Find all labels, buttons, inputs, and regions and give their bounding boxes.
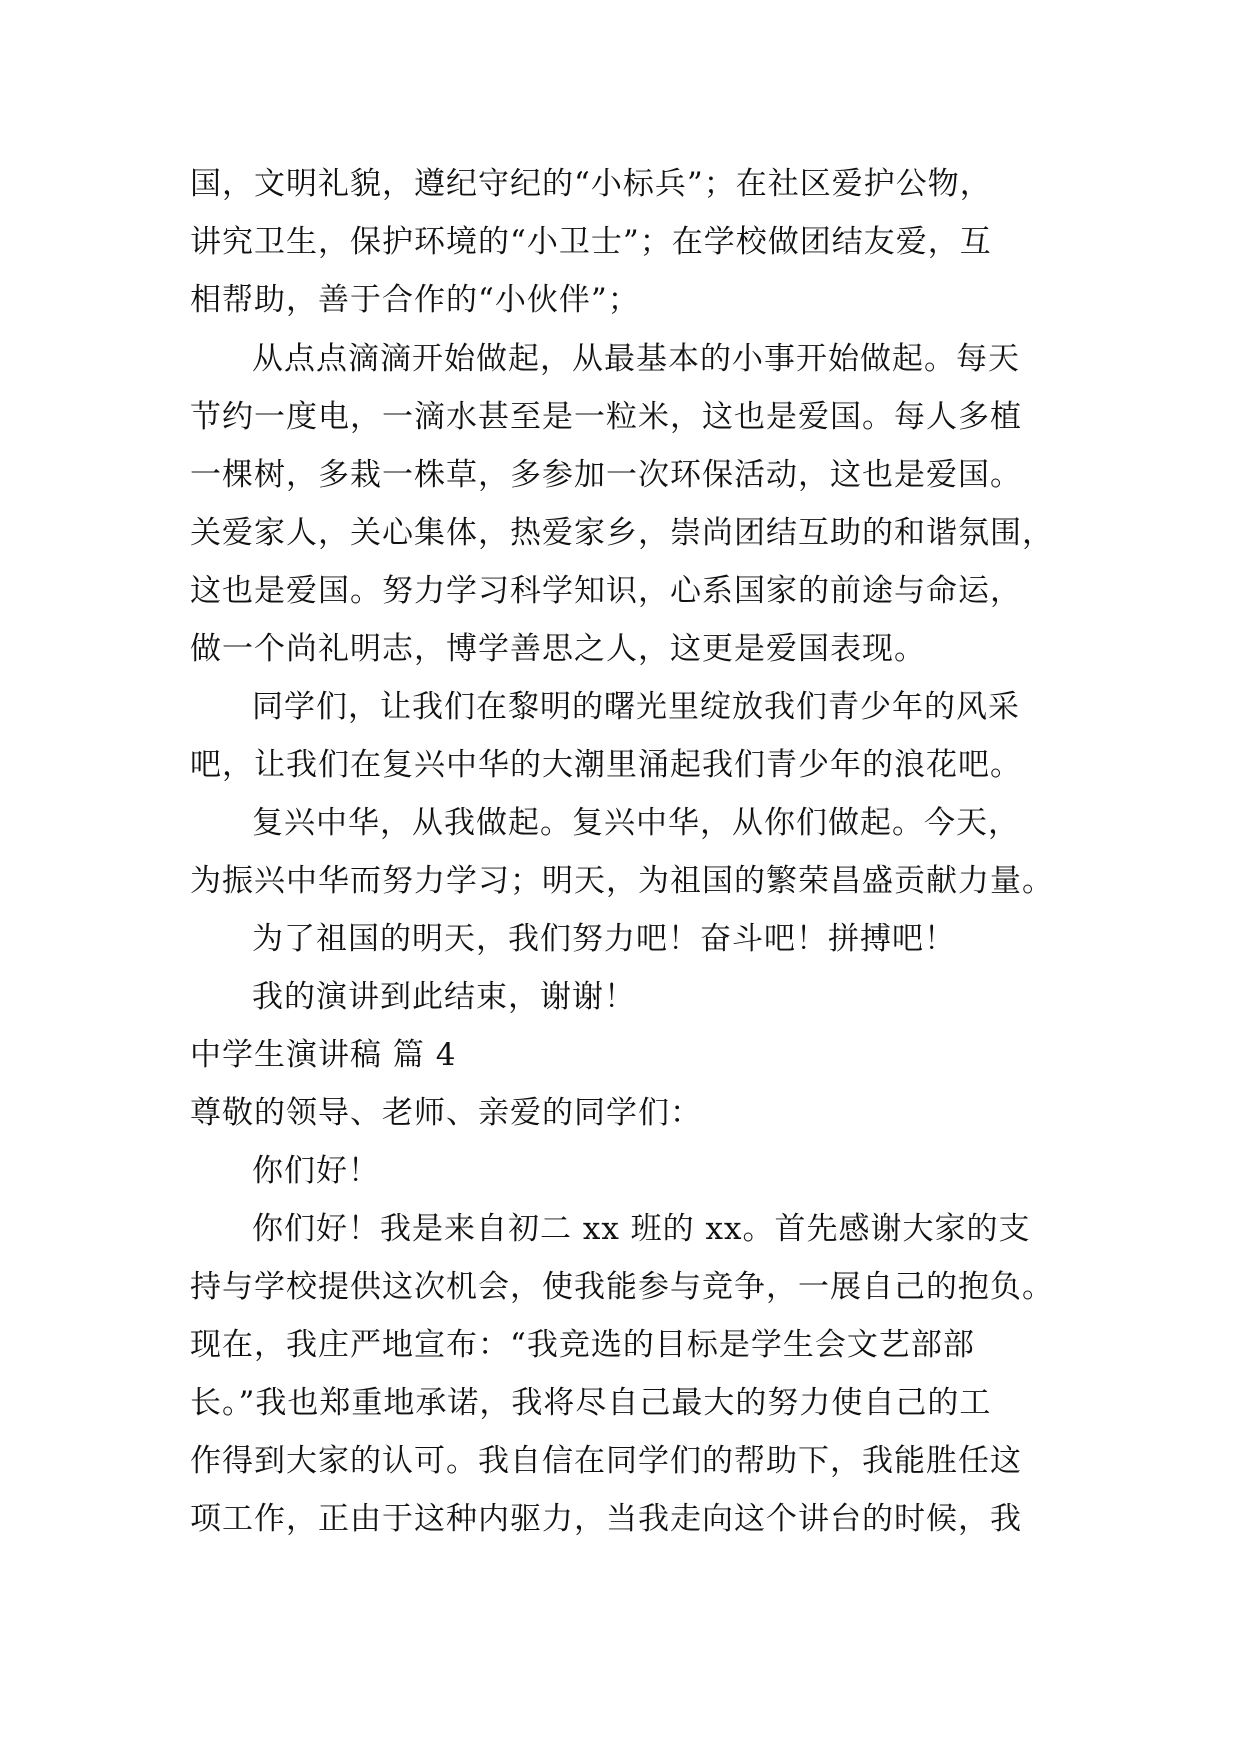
paragraph-line: 讲究卫生，保护环境的“小卫士”；在学校做团结友爱，互: [190, 224, 992, 260]
paragraph-line: 持与学校提供这次机会，使我能参与竞争，一展自己的抱负。: [190, 1269, 1054, 1305]
paragraph-line: 同学们，让我们在黎明的曙光里绽放我们青少年的风采: [252, 689, 1020, 725]
paragraph-line: 项工作，正由于这种内驱力，当我走向这个讲台的时候，我: [190, 1501, 1022, 1537]
paragraph-line: 相帮助，善于合作的“小伙伴”；: [190, 282, 640, 318]
paragraph-line: 我的演讲到此结束，谢谢！: [252, 979, 636, 1015]
paragraph-line: 为振兴中华而努力学习；明天，为祖国的繁荣昌盛贡献力量。: [190, 863, 1054, 899]
paragraph-line: 复兴中华，从我做起。复兴中华，从你们做起。今天，: [252, 805, 1020, 841]
paragraph-line: 国，文明礼貌，遵纪守纪的“小标兵”；在社区爱护公物，: [190, 166, 992, 202]
paragraph-line: 从点点滴滴开始做起，从最基本的小事开始做起。每天: [252, 341, 1020, 377]
paragraph-line: 现在，我庄严地宣布：“我竞选的目标是学生会文艺部部: [190, 1327, 975, 1363]
paragraph-line: 这也是爱国。努力学习科学知识，心系国家的前途与命运，: [190, 573, 1022, 609]
section-heading: 中学生演讲稿 篇 4: [190, 1037, 457, 1073]
paragraph-line: 作得到大家的认可。我自信在同学们的帮助下，我能胜任这: [190, 1443, 1022, 1479]
paragraph-line: 长。”我也郑重地承诺，我将尽自己最大的努力使自己的工: [190, 1385, 992, 1421]
paragraph-line: 吧，让我们在复兴中华的大潮里涌起我们青少年的浪花吧。: [190, 747, 1022, 783]
paragraph-line: 你们好！我是来自初二 xx 班的 xx。首先感谢大家的支: [252, 1211, 1031, 1247]
salutation-line: 尊敬的领导、老师、亲爱的同学们：: [190, 1095, 702, 1131]
greeting-line: 你们好！: [252, 1153, 380, 1189]
paragraph-line: 节约一度电，一滴水甚至是一粒米，这也是爱国。每人多植: [190, 399, 1022, 435]
paragraph-line: 为了祖国的明天，我们努力吧！奋斗吧！拼搏吧！: [252, 921, 956, 957]
paragraph-line: 关爱家人，关心集体，热爱家乡，崇尚团结互助的和谐氛围，: [190, 515, 1054, 551]
paragraph-line: 一棵树，多栽一株草，多参加一次环保活动，这也是爱国。: [190, 457, 1022, 493]
paragraph-line: 做一个尚礼明志，博学善思之人，这更是爱国表现。: [190, 631, 926, 667]
